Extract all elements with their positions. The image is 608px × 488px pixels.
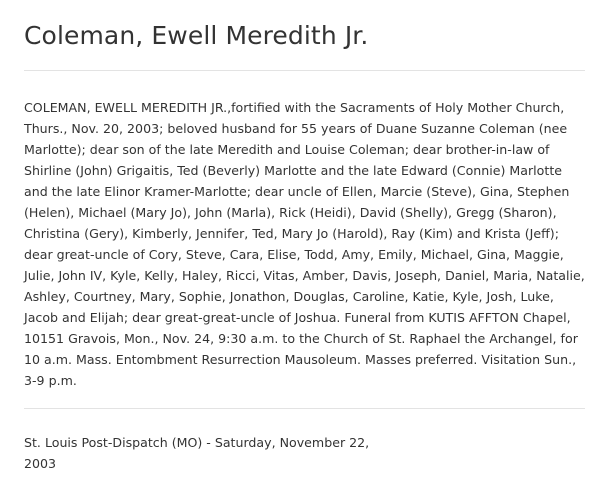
- publication-source: St. Louis Post-Dispatch (MO) - Saturday, November 22, 2003: [24, 435, 370, 471]
- obituary-title: Coleman, Ewell Meredith Jr.: [24, 21, 369, 50]
- obituary-page: [24, 0, 585, 474]
- obituary-text: COLEMAN, EWELL MEREDITH JR.,fortified with the Sacraments of Holy Mother Church, Thurs., Nov. 20, 2003; beloved husband for 55 years of Duane Suzanne Coleman (nee Marlotte); dear son of the late Meredith and Louise Coleman; dear brother-in-law of Shirline (John) Grigaitis, Ted (Beverly) Marlotte and the late Edward (Connie) Marlotte and the late Elinor Kramer-Marlotte; dear uncle of Ellen, Marcie (Steve), Gina, Stephen (Helen), Michael (Mary Jo), John (Marla), Rick (Heidi), David (Shelly), Gregg (Sharon), Christina (Gery), Kimberly, Jennifer, Ted, Mary Jo (Harold), Ray (Kim) and Krista (Jeff); dear great-uncle of Cory, Steve, Cara, Elise, Todd, Amy, Emily, Michael, Gina, Maggie, Julie, John IV, Kyle, Kelly, Haley, Ricci, Vitas, Amber, Davis, Joseph, Daniel, Maria, Natalie, Ashley, Courtney, Mary, Sophie, Jonathon, Douglas, Caroline, Katie, Kyle, Josh, Luke, Jacob and Elijah; dear great-great-uncle of Joshua. Funeral from KUTIS AFFTON Chapel, 10151 Gravois, Mon., Nov. 24, 9:30 a.m. to the Church of St. Raphael the Archangel, for 10 a.m. Mass. Entombment Resurrection Mausoleum. Masses preferred. Visitation Sun., 3-9 p.m.: [24, 100, 585, 388]
